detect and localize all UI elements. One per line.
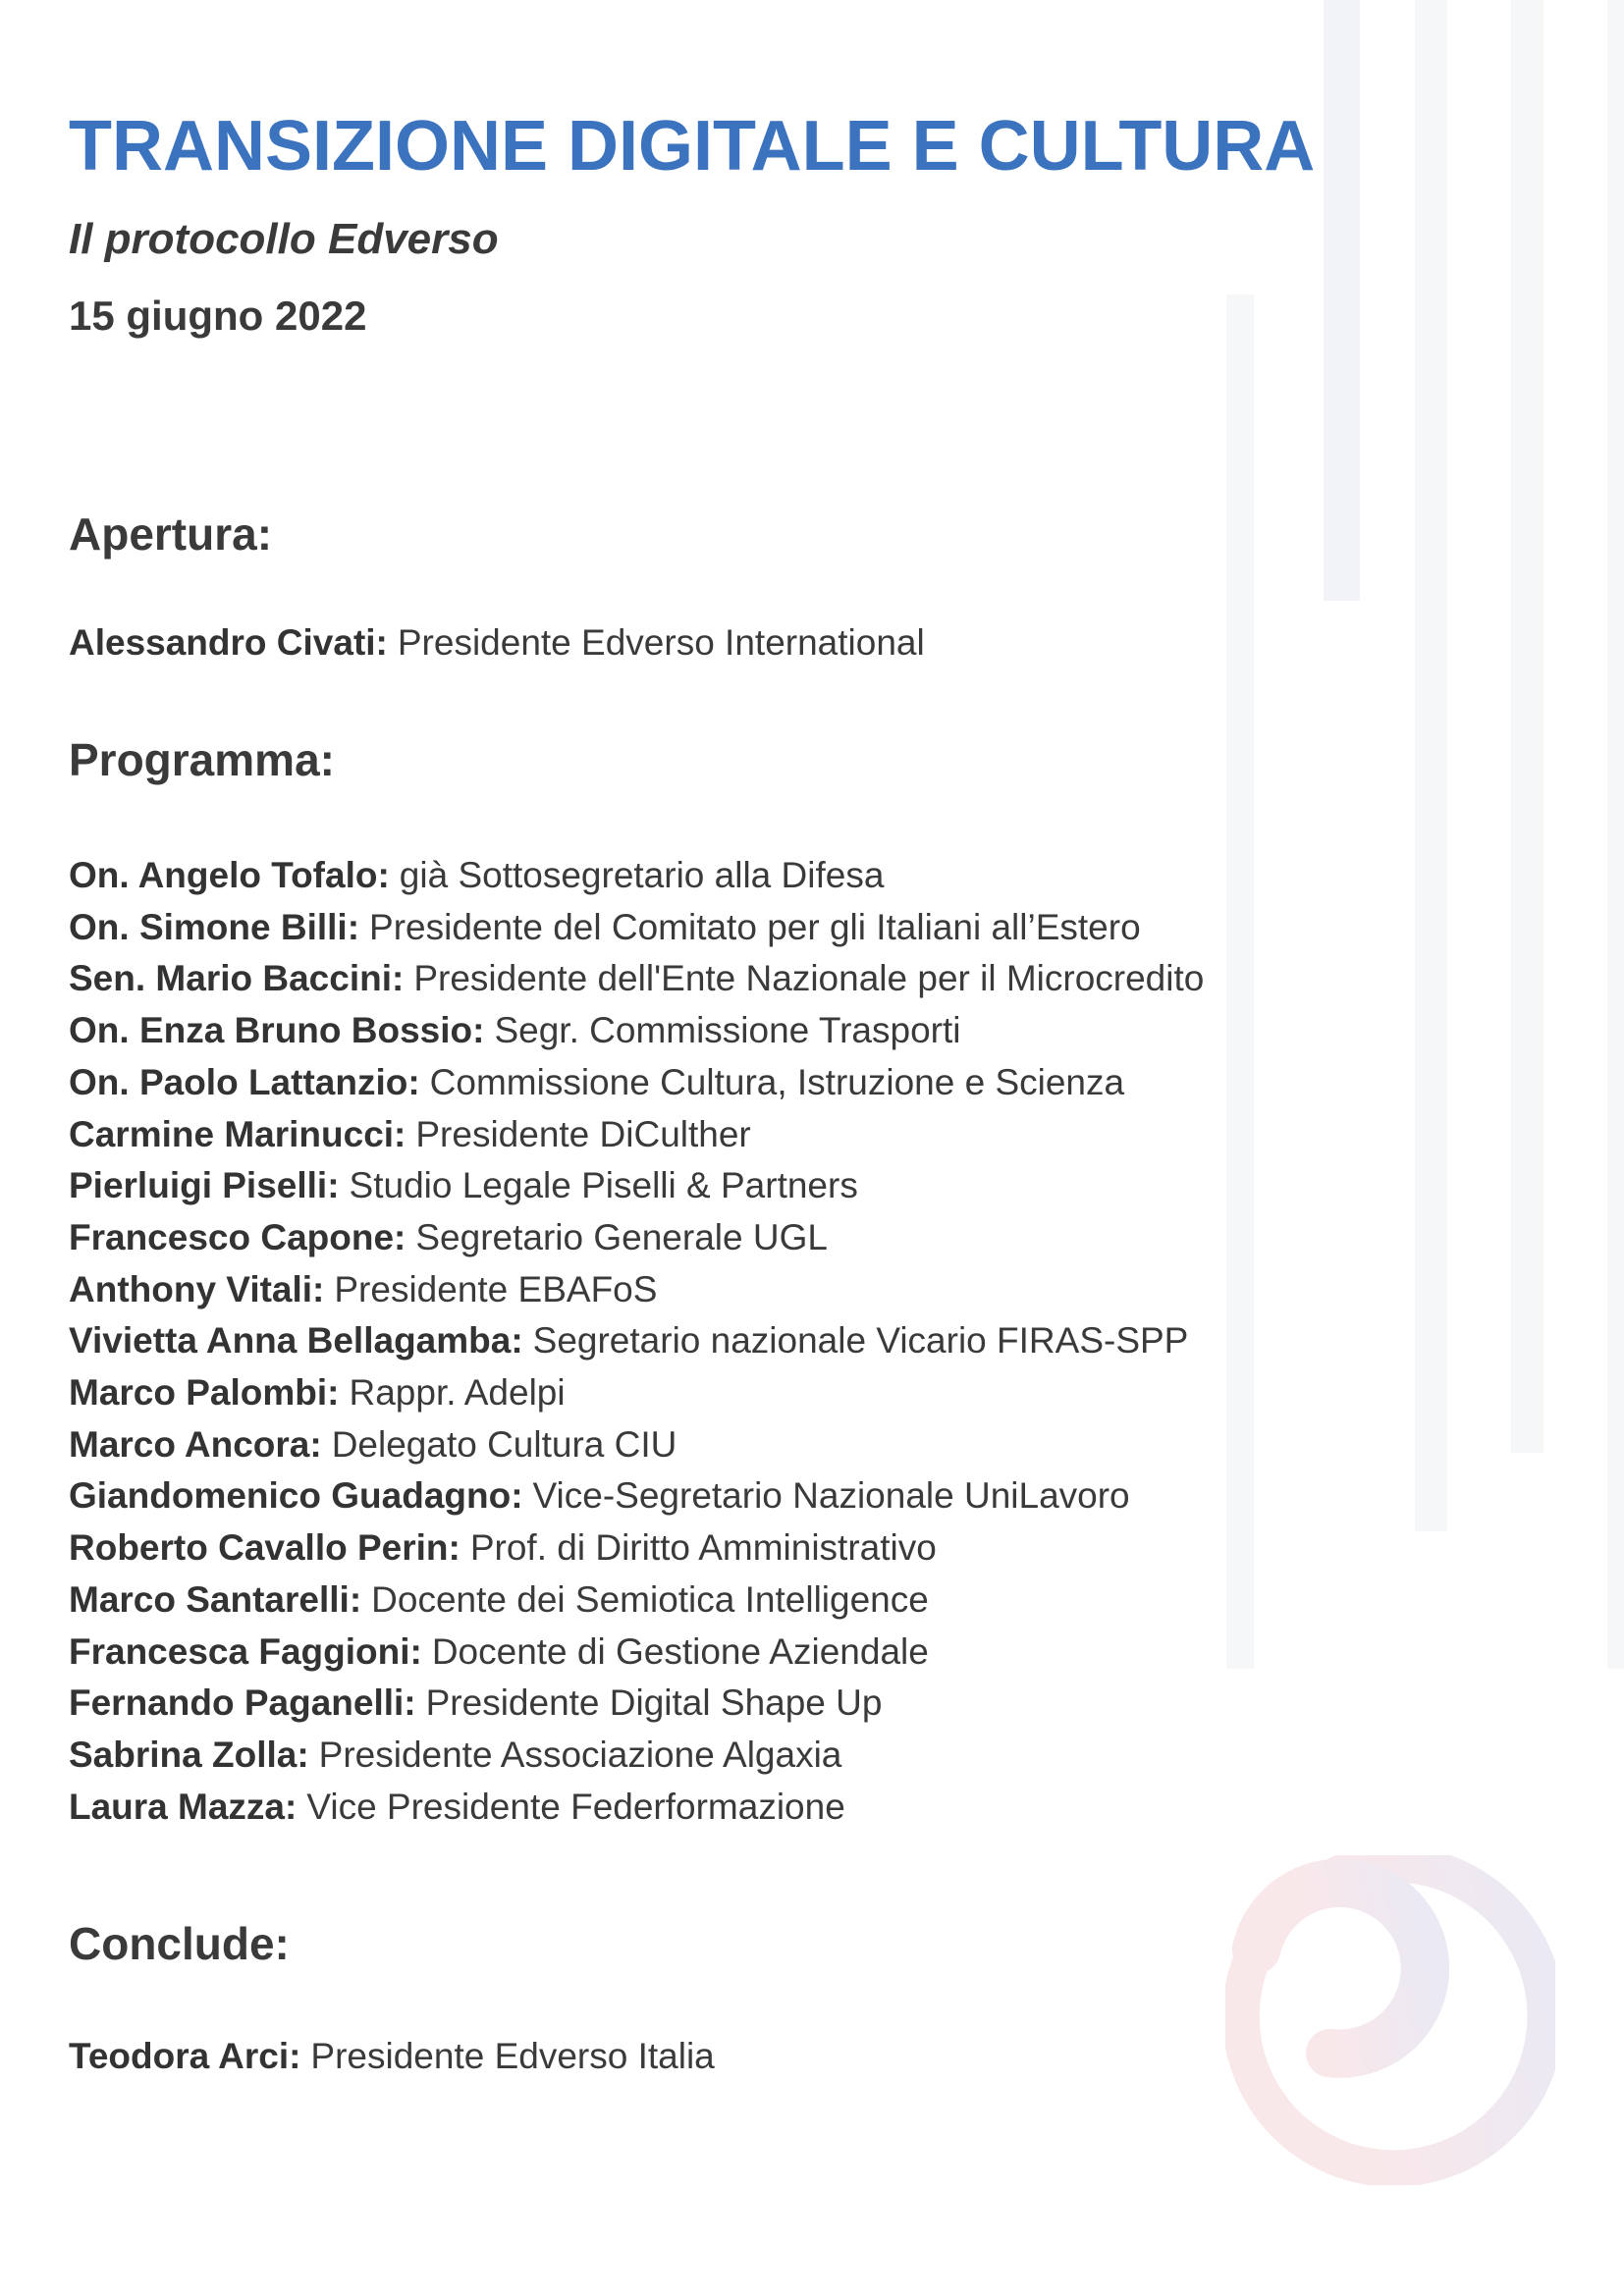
speaker-role: Commissione Cultura, Istruzione e Scienza bbox=[429, 1061, 1125, 1102]
speaker-name: Marco Santarelli: bbox=[69, 1578, 362, 1620]
speaker-role: Presidente DiCulther bbox=[415, 1113, 751, 1154]
speaker-name: Francesca Faggioni: bbox=[69, 1630, 422, 1672]
program-item bbox=[69, 1005, 1204, 1057]
program-item bbox=[69, 953, 1204, 1005]
decorative-stripe bbox=[1415, 0, 1447, 1531]
decorative-stripe bbox=[1226, 294, 1254, 1669]
speaker-name: Anthony Vitali: bbox=[69, 1268, 325, 1309]
section-heading-conclude: Conclude: bbox=[69, 1918, 290, 1969]
program-list bbox=[69, 850, 1204, 1833]
speaker-role: Rappr. Adelpi bbox=[349, 1372, 566, 1414]
speaker-name: Alessandro Civati: bbox=[69, 622, 388, 663]
program-item bbox=[69, 1367, 1204, 1419]
speaker-role: Segretario nazionale Vicario FIRAS-SPP bbox=[532, 1320, 1189, 1362]
speaker-name: Pierluigi Piselli: bbox=[69, 1165, 340, 1206]
program-item bbox=[69, 850, 1204, 902]
speaker-name: Marco Palombi: bbox=[69, 1372, 340, 1414]
speaker-role: Presidente Digital Shape Up bbox=[425, 1682, 883, 1724]
speaker-role: Docente dei Semiotica Intelligence bbox=[371, 1578, 929, 1620]
program-item bbox=[69, 1678, 1204, 1730]
decorative-stripe bbox=[1324, 0, 1360, 601]
speaker-role: Segretario Generale UGL bbox=[415, 1216, 828, 1257]
speaker-role: già Sottosegretario alla Difesa bbox=[399, 855, 885, 895]
program-item bbox=[69, 1212, 1204, 1264]
program-item bbox=[69, 1264, 1204, 1316]
section-heading-programma: Programma: bbox=[69, 734, 335, 785]
program-item bbox=[69, 1109, 1204, 1161]
speaker-role: Presidente Edverso International bbox=[397, 622, 925, 663]
program-item bbox=[69, 1522, 1204, 1575]
speaker-role: Delegato Cultura CIU bbox=[331, 1423, 677, 1465]
program-item bbox=[69, 1419, 1204, 1471]
program-item bbox=[69, 1575, 1204, 1627]
speaker-name: Vivietta Anna Bellagamba: bbox=[69, 1320, 523, 1362]
edverso-spiral-logo-icon bbox=[1225, 1855, 1555, 2185]
speaker-role: Prof. di Diritto Amministrativo bbox=[469, 1527, 937, 1569]
decorative-stripe bbox=[1607, 0, 1624, 1669]
speaker-name: Giandomenico Guadagno: bbox=[69, 1475, 523, 1517]
speaker-line bbox=[69, 623, 925, 664]
speaker-role: Studio Legale Piselli & Partners bbox=[349, 1165, 858, 1206]
speaker-name: Carmine Marinucci: bbox=[69, 1113, 406, 1154]
speaker-name: On. Simone Billi: bbox=[69, 906, 360, 947]
program-item bbox=[69, 1315, 1204, 1367]
speaker-name: Marco Ancora: bbox=[69, 1423, 322, 1465]
program-item bbox=[69, 1627, 1204, 1679]
speaker-name: On. Enza Bruno Bossio: bbox=[69, 1010, 485, 1051]
speaker-name: On. Angelo Tofalo: bbox=[69, 855, 390, 895]
decorative-stripe bbox=[1511, 0, 1543, 1453]
speaker-role: Docente di Gestione Aziendale bbox=[431, 1630, 929, 1672]
speaker-role: Segr. Commissione Trasporti bbox=[494, 1010, 961, 1051]
program-item bbox=[69, 1730, 1204, 1782]
speaker-name: Sen. Mario Baccini: bbox=[69, 958, 405, 999]
program-item bbox=[69, 1057, 1204, 1109]
speaker-name: On. Paolo Lattanzio: bbox=[69, 1061, 420, 1102]
speaker-role: Presidente Associazione Algaxia bbox=[318, 1734, 842, 1775]
program-item bbox=[69, 1160, 1204, 1212]
event-date: 15 giugno 2022 bbox=[69, 293, 367, 339]
speaker-role: Vice Presidente Federformazione bbox=[306, 1786, 845, 1827]
program-item bbox=[69, 1782, 1204, 1834]
speaker-name: Sabrina Zolla: bbox=[69, 1734, 309, 1775]
speaker-line bbox=[69, 2037, 715, 2077]
speaker-name: Laura Mazza: bbox=[69, 1786, 298, 1827]
speaker-name: Fernando Paganelli: bbox=[69, 1682, 416, 1724]
speaker-role: Presidente del Comitato per gli Italiani all’Estero bbox=[369, 906, 1141, 947]
page-subtitle: Il protocollo Edverso bbox=[69, 215, 499, 263]
speaker-name: Roberto Cavallo Perin: bbox=[69, 1527, 460, 1569]
section-heading-apertura: Apertura: bbox=[69, 508, 273, 560]
speaker-name: Teodora Arci: bbox=[69, 2036, 301, 2076]
speaker-name: Francesco Capone: bbox=[69, 1216, 406, 1257]
speaker-role: Presidente Edverso Italia bbox=[310, 2036, 715, 2076]
speaker-role: Presidente dell'Ente Nazionale per il Microcredito bbox=[413, 958, 1205, 999]
speaker-role: Vice-Segretario Nazionale UniLavoro bbox=[532, 1475, 1130, 1517]
speaker-role: Presidente EBAFoS bbox=[334, 1268, 658, 1309]
program-item bbox=[69, 1470, 1204, 1522]
page-title: TRANSIZIONE DIGITALE E CULTURA bbox=[69, 107, 1316, 186]
program-item bbox=[69, 902, 1204, 954]
